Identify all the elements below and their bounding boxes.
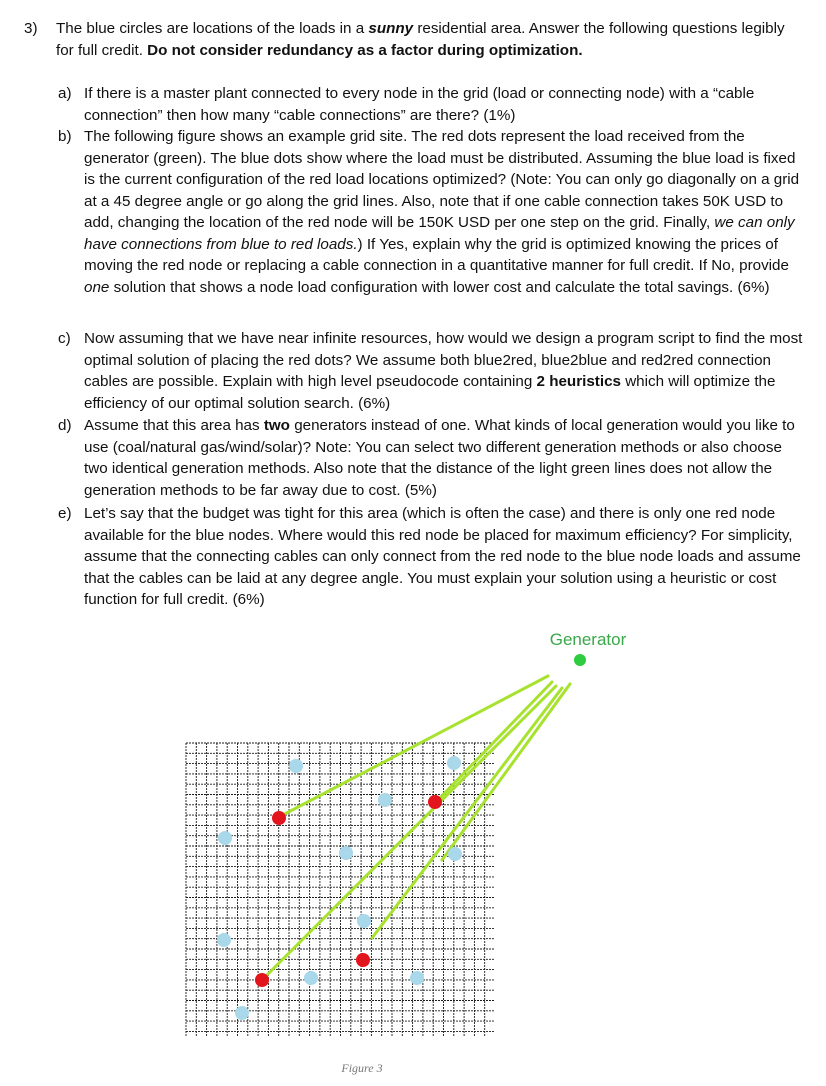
red-load-node [428,795,442,809]
blue-load-node [289,759,303,773]
sunny-emphasis: sunny [368,20,414,37]
red-load-node [272,811,286,825]
grid [186,743,494,1037]
part-letter: c) [58,330,71,347]
question-intro: The blue circles are locations of the loads in a sunny residential area. Answer the following questions legibly for full credit. Do not consider redundancy as a factor during optimization. [56,20,785,59]
figure-caption: Figure 3 [341,1061,383,1075]
figure-3 [0,620,826,1081]
generator-label: Generator [549,630,627,649]
part-a [58,83,806,126]
grid-figure [0,620,826,1081]
blue-load-node [357,914,371,928]
red-load-node [255,973,269,987]
part-c-text: Now assuming that we have near infinite resources, how would we design a program script to find the most optimal solution of placing the red dots? We assume both blue2red, blue2blue and red2red connection cables are possible. Explain with high level pseudocode containing 2 heuristics which will optimize the efficiency of our optimal solution search. (6%) [84,330,803,412]
red-load-node [356,953,370,967]
blue-load-node [448,847,462,861]
cable-line [442,684,570,860]
nodes [217,756,462,1020]
part-d [58,415,806,501]
cable-line [262,686,556,980]
blue-load-node [447,756,461,770]
part-letter: a) [58,85,72,102]
part-e [58,503,806,611]
part-e-text: Let’s say that the budget was tight for this area (which is often the case) and there is only one red node available for the blue nodes. Where would this red node be placed for maximum efficiency? For simplicity, assume that the connecting cables can only connect from the red node to the blue node loads and assume that the cables can be laid at any degree angle. You must explain your solution using a heuristic or cost function for full credit. (6%) [84,505,801,608]
question-number: 3) [24,20,38,37]
blue-load-node [217,933,231,947]
part-letter: b) [58,128,72,145]
cable-line [372,688,562,938]
part-c [58,328,806,414]
part-d-text: Assume that this area has two generators instead of one. What kinds of local generation would you like to use (coal/natural gas/wind/solar)? Note: You can select two different generation methods or also choose two identical generation methods. Also note that the distance of the light green lines does not allow the generation methods to be far away due to cost. (5%) [84,417,795,499]
cables [262,676,570,980]
blue-load-node [339,846,353,860]
part-a-text: If there is a master plant connected to every node in the grid (load or connecting node) with a “cable connection” then how many “cable connections” are there? (1%) [84,85,755,124]
blue-load-node [218,831,232,845]
cable-line [279,676,548,817]
part-b [58,126,806,298]
part-letter: e) [58,505,72,522]
question-3-header [24,18,804,61]
blue-load-node [410,971,424,985]
blue-load-node [235,1006,249,1020]
blue-load-node [304,971,318,985]
blue-load-node [378,793,392,807]
part-b-text: The following figure shows an example grid site. The red dots represent the load received from the generator (green). The blue dots show where the load must be distributed. Assuming the blue load is fixed is the current configuration of the red load locations optimized? (Note: You can only go diagonally on a grid at a 45 degree angle or go along the grid lines. Also, note that if one cable connection takes 50K USD to add, changing the location of the red node will be 150K USD per one step on the grid. Finally, we can only have connections from blue to red loads.) If Yes, explain why the grid is optimized knowing the prices of moving the red node or replacing a cable connection in a quantitative manner for full credit. If No, provide one solution that shows a node load configuration with lower cost and calculate the total savings. (6%) [84,128,800,296]
part-letter: d) [58,417,72,434]
generator-node [574,654,586,666]
redundancy-note: Do not consider redundancy as a factor during optimization. [147,41,583,59]
